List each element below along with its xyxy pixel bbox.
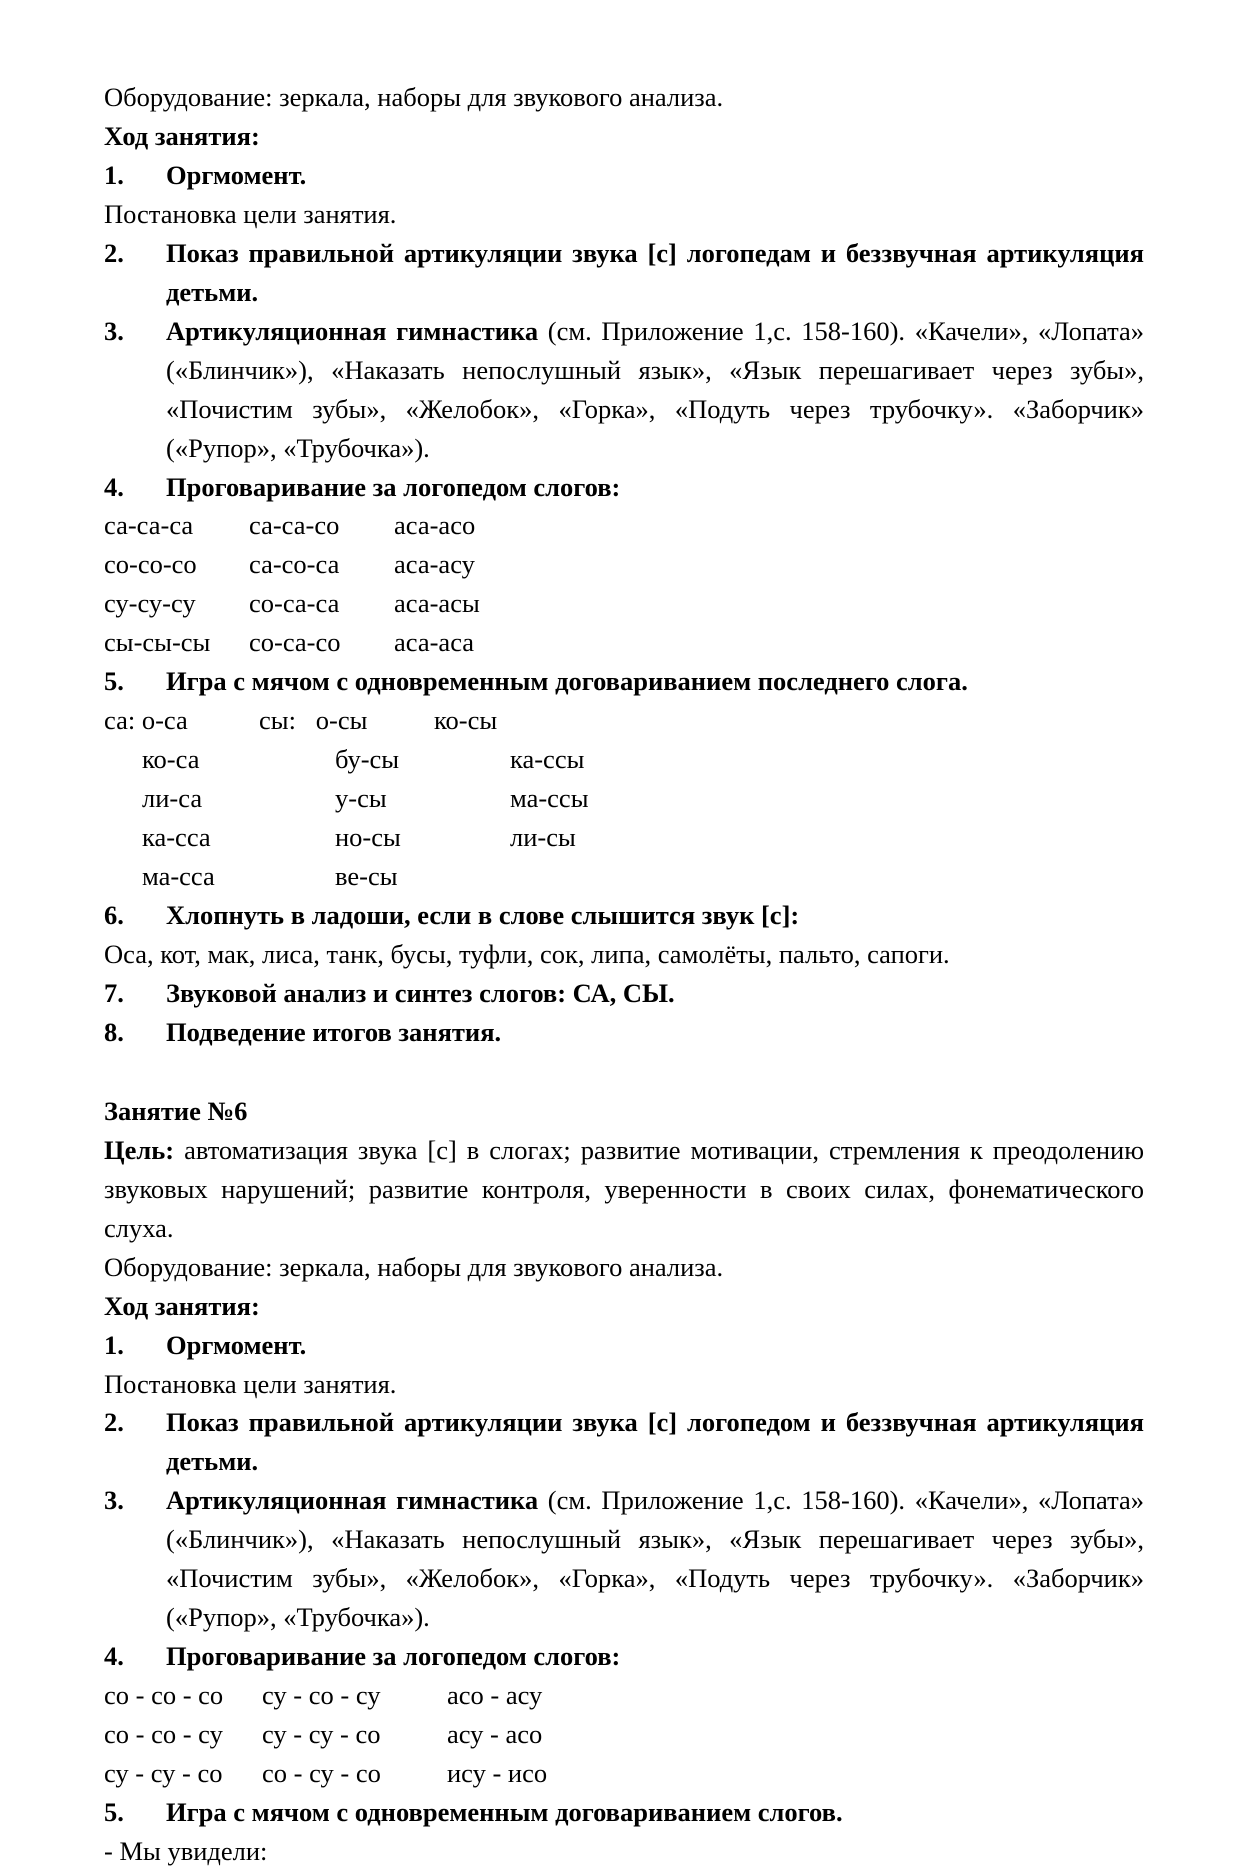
- syllable-cell: су - су - со: [262, 1719, 381, 1750]
- lesson6-tail-line: - Мы увидели:: [104, 1835, 268, 1866]
- lesson5-words-line: Оса, кот, мак, лиса, танк, бусы, туфли, сок, липа, самолёты, пальто, сапоги.: [104, 938, 950, 969]
- table-row: [104, 506, 1144, 545]
- lesson6-item-3-label: Артикуляционная гимнастика: [166, 1485, 539, 1516]
- lesson6-item-2-label: Показ правильной артикуляции звука [с] логопедом и беззвучная артикуляция детьми.: [166, 1407, 1144, 1477]
- lesson6-goal-label: Цель:: [104, 1134, 175, 1165]
- table-row: [104, 701, 1144, 740]
- syllable-cell: со - со - су: [104, 1719, 223, 1750]
- lesson5-syllable-table: [104, 506, 1144, 662]
- syllable-cell: со - со - со: [104, 1680, 224, 1711]
- syllable-cell: асу - асо: [447, 1719, 543, 1750]
- lesson5-item-3: [104, 312, 1144, 468]
- lesson6-item-4: [104, 1637, 1144, 1676]
- lesson6-item-3: [104, 1481, 1144, 1637]
- lesson5-item-3-text: (см. Приложение 1,с. 158-160). «Качели», «Лопата» («Блинчик»), «Наказать непослушный язык», «Язык перешагивает через зубы», «Почистим зубы», «Желобок», «Горка», «Подуть через трубочку». «Заборчик» («Рупор», «Трубочка»).: [166, 315, 1144, 463]
- word-cell: [510, 857, 710, 896]
- lesson5-item-7-label: Звуковой анализ и синтез слогов: СА, СЫ.: [166, 977, 675, 1008]
- word-cell: ко-са: [142, 744, 200, 775]
- table-row: [104, 584, 1144, 623]
- lesson6-goal: [104, 1131, 1144, 1248]
- table-row: [104, 818, 1144, 857]
- syllable-cell: аса-асу: [394, 549, 475, 580]
- lesson5-progress-heading: Ход занятия:: [104, 120, 260, 151]
- word-cell: са: о-са: [104, 705, 188, 736]
- lesson5-item-5-number: 5.: [104, 666, 124, 697]
- lesson6-item-3-text: (см. Приложение 1,с. 158-160). «Качели», «Лопата» («Блинчик»), «Наказать непослушный язык», «Язык перешагивает через зубы», «Почистим зубы», «Желобок», «Горка», «Подуть через трубочку». «Заборчик» («Рупор», «Трубочка»).: [166, 1485, 1144, 1633]
- lesson5-item-6: [104, 896, 1144, 935]
- word-cell: ли-са: [142, 783, 203, 814]
- lesson5-item-2: [104, 234, 1144, 312]
- lesson5-item-3-number: 3.: [104, 315, 124, 346]
- syllable-cell: су - со - су: [262, 1680, 381, 1711]
- table-row: [104, 623, 1144, 662]
- lesson6-item-2: [104, 1403, 1144, 1481]
- lesson5-item-7-number: 7.: [104, 977, 124, 1008]
- lesson6-goal-setting: Постановка цели занятия.: [104, 1368, 397, 1399]
- syllable-cell: ису - исо: [447, 1758, 548, 1789]
- syllable-cell: са-со-са: [249, 549, 340, 580]
- syllable-cell: са-са-са: [104, 510, 194, 541]
- lesson6-equipment: Оборудование: зеркала, наборы для звукового анализа.: [104, 1251, 724, 1282]
- syllable-cell: су-су-су: [104, 588, 196, 619]
- lesson5-item-6-number: 6.: [104, 900, 124, 931]
- lesson-separator: [104, 1052, 1144, 1092]
- lesson6-item-4-number: 4.: [104, 1641, 124, 1672]
- lesson5-item-2-label: Показ правильной артикуляции звука [с] логопедам и беззвучная артикуляция детьми.: [166, 237, 1144, 307]
- word-cell: ма-ссы: [510, 783, 589, 814]
- word-cell: но-сы: [335, 822, 401, 853]
- word-cell: сы: о-сы: [259, 705, 368, 736]
- lesson6-syllable-table: [104, 1676, 1144, 1793]
- word-cell: ка-ссы: [510, 744, 585, 775]
- lesson6-item-3-number: 3.: [104, 1485, 124, 1516]
- lesson6-item-1-label: Оргмомент.: [166, 1329, 307, 1360]
- syllable-cell: су - су - со: [104, 1758, 223, 1789]
- table-row: [104, 857, 1144, 896]
- table-row: [104, 545, 1144, 584]
- word-cell: бу-сы: [335, 744, 400, 775]
- lesson5-equipment: Оборудование: зеркала, наборы для звукового анализа.: [104, 82, 724, 112]
- lesson5-item-8: [104, 1013, 1144, 1052]
- syllable-cell: со-со-со: [104, 549, 197, 580]
- word-cell: ве-сы: [335, 861, 398, 892]
- lesson6-title: Занятие №6: [104, 1095, 248, 1126]
- lesson5-word-table: [104, 701, 1144, 896]
- lesson6-item-5: [104, 1793, 1144, 1832]
- lesson5-item-5: [104, 662, 1144, 701]
- lesson5-item-8-number: 8.: [104, 1016, 124, 1047]
- lesson5-item-7: [104, 974, 1144, 1013]
- lesson6-item-5-label: Игра с мячом с одновременным договариванием слогов.: [166, 1796, 843, 1827]
- word-cell: ма-сса: [142, 861, 215, 892]
- syllable-cell: са-са-со: [249, 510, 340, 541]
- syllable-cell: со - су - со: [262, 1758, 381, 1789]
- lesson5-item-6-label: Хлопнуть в ладоши, если в слове слышится звук [с]:: [166, 900, 800, 931]
- lesson6-item-5-number: 5.: [104, 1796, 124, 1827]
- table-row: [104, 1676, 1144, 1715]
- lesson5-item-3-label: Артикуляционная гимнастика: [166, 315, 539, 346]
- word-cell: ли-сы: [510, 822, 576, 853]
- word-cell: ка-сса: [142, 822, 211, 853]
- syllable-cell: аса-асы: [394, 588, 480, 619]
- lesson5-item-8-label: Подведение итогов занятия.: [166, 1016, 502, 1047]
- syllable-cell: аса-асо: [394, 510, 476, 541]
- table-row: [104, 1754, 1144, 1793]
- table-row: [104, 740, 1144, 779]
- document-body: [104, 78, 1144, 1871]
- lesson5-item-2-number: 2.: [104, 237, 124, 268]
- lesson6-progress-heading: Ход занятия:: [104, 1290, 260, 1321]
- word-cell: у-сы: [335, 783, 387, 814]
- table-row: [104, 779, 1144, 818]
- syllable-cell: со-са-со: [249, 627, 341, 658]
- lesson6-item-1-number: 1.: [104, 1329, 124, 1360]
- lesson5-item-4-label: Проговаривание за логопедом слогов:: [166, 471, 621, 502]
- syllable-cell: асо - асу: [447, 1680, 543, 1711]
- lesson5-item-1-number: 1.: [104, 159, 124, 190]
- lesson6-item-1: [104, 1326, 1144, 1365]
- lesson6-goal-text: автоматизация звука [с] в слогах; развитие мотивации, стремления к преодолению звуковых нарушений; развитие контроля, уверенности в своих силах, фонематического слуха.: [104, 1134, 1144, 1243]
- table-row: [104, 1715, 1144, 1754]
- lesson5-item-1-label: Оргмомент.: [166, 159, 307, 190]
- syllable-cell: аса-аса: [394, 627, 475, 658]
- syllable-cell: со-са-са: [249, 588, 340, 619]
- lesson5-item-5-label: Игра с мячом с одновременным договариванием последнего слога.: [166, 666, 968, 697]
- lesson5-goal-setting: Постановка цели занятия.: [104, 198, 397, 229]
- lesson5-item-4: [104, 468, 1144, 507]
- lesson5-item-1: [104, 156, 1144, 195]
- word-cell: ко-сы: [434, 705, 498, 736]
- lesson6-item-4-label: Проговаривание за логопедом слогов:: [166, 1641, 621, 1672]
- lesson5-item-4-number: 4.: [104, 471, 124, 502]
- lesson6-item-2-number: 2.: [104, 1407, 124, 1438]
- syllable-cell: сы-сы-сы: [104, 627, 211, 658]
